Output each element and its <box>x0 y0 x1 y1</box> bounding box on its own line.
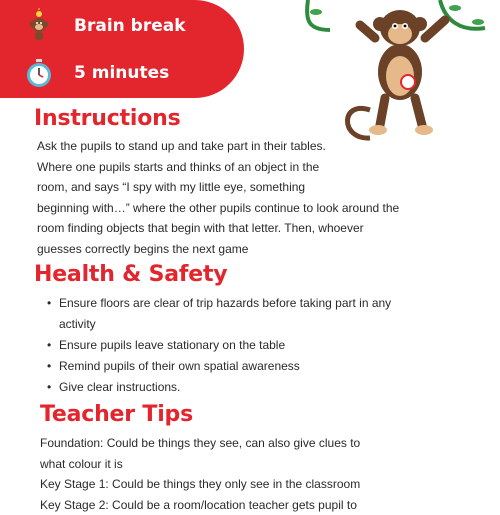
list-item: • Remind pupils of their own spatial awareness <box>47 356 457 377</box>
instructions-line: beginning with…” where the other pupils continue to look around the <box>37 200 400 215</box>
list-item: • Ensure pupils leave stationary on the table <box>47 335 457 356</box>
activity-row <box>0 10 186 42</box>
list-item-continuation: activity <box>59 317 96 331</box>
instructions-line: Ask the pupils to stand up and take part in their tables. <box>37 139 326 153</box>
duration-row <box>0 57 169 89</box>
instructions-line: room, and says “I spy with my little eye, something <box>37 180 306 195</box>
teacher-tips-heading: Teacher Tips <box>40 402 193 427</box>
instructions-line: room finding objects that begin with that letter. Then, whoever <box>37 221 364 236</box>
tips-line: Key Stage 2: Could be a room/location teacher gets pupil to <box>40 497 357 512</box>
tips-line: what colour it is <box>40 456 123 471</box>
instructions-heading: Instructions <box>34 106 181 131</box>
monkey-illustration <box>300 0 500 150</box>
monkey-mascot-icon <box>23 10 55 42</box>
list-item: • Give clear instructions. <box>47 377 457 398</box>
health-safety-heading: Health & Safety <box>34 262 228 287</box>
header-banner <box>0 0 244 98</box>
tips-line: Foundation: Could be things they see, can also give clues to <box>40 436 361 450</box>
instructions-line: guesses correctly begins the next game <box>37 241 249 256</box>
health-safety-list <box>47 293 457 398</box>
instructions-line: Where one pupils starts and thinks of an object in the <box>37 159 320 174</box>
list-item: • Ensure floors are clear of trip hazards before taking part in any <box>47 293 457 314</box>
duration-label: 5 minutes <box>74 63 170 83</box>
instructions-text <box>37 136 432 260</box>
activity-label: Brain break <box>74 16 186 36</box>
teacher-tips-text <box>40 433 460 515</box>
tips-line: Key Stage 1: Could be things they only see in the classroom <box>40 477 361 492</box>
stopwatch-icon <box>23 57 55 89</box>
